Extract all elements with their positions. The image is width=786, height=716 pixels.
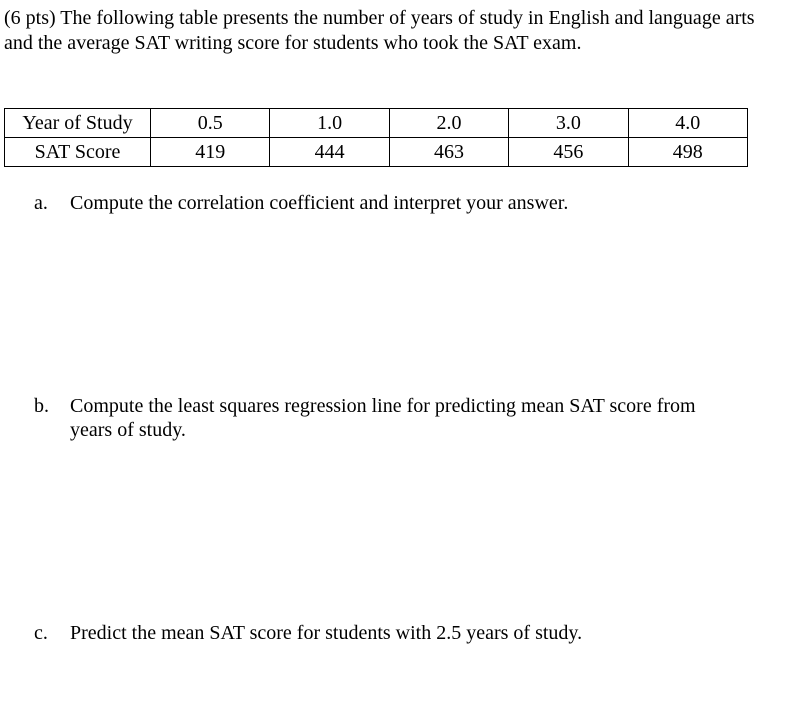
table-cell: 4.0: [628, 109, 747, 138]
data-table: [4, 108, 748, 167]
question-b: [34, 394, 734, 442]
row-header-years: Year of Study: [5, 109, 151, 138]
table-cell: 1.0: [270, 109, 389, 138]
question-a-text: Compute the correlation coefficient and interpret your answer.: [70, 192, 569, 214]
problem-intro: (6 pts) The following table presents the number of years of study in English and language arts and the average SAT writing score for students who took the SAT exam.: [4, 7, 755, 54]
table-row-years: [5, 109, 748, 138]
question-c: [34, 621, 734, 645]
table-cell: 3.0: [509, 109, 628, 138]
question-b-label: b.: [34, 395, 49, 417]
question-b-text: Compute the least squares regression line for predicting mean SAT score from years of study.: [70, 395, 696, 441]
table-cell: 419: [151, 138, 270, 167]
question-c-text: Predict the mean SAT score for students with 2.5 years of study.: [70, 622, 583, 644]
table-row-scores: [5, 138, 748, 167]
table-cell: 456: [509, 138, 628, 167]
question-c-label: c.: [34, 622, 48, 644]
row-header-scores: SAT Score: [5, 138, 151, 167]
question-a: [34, 191, 734, 215]
table-cell: 0.5: [151, 109, 270, 138]
table-cell: 444: [270, 138, 389, 167]
table-cell: 498: [628, 138, 747, 167]
table-cell: 463: [389, 138, 508, 167]
question-a-label: a.: [34, 192, 48, 214]
table-cell: 2.0: [389, 109, 508, 138]
